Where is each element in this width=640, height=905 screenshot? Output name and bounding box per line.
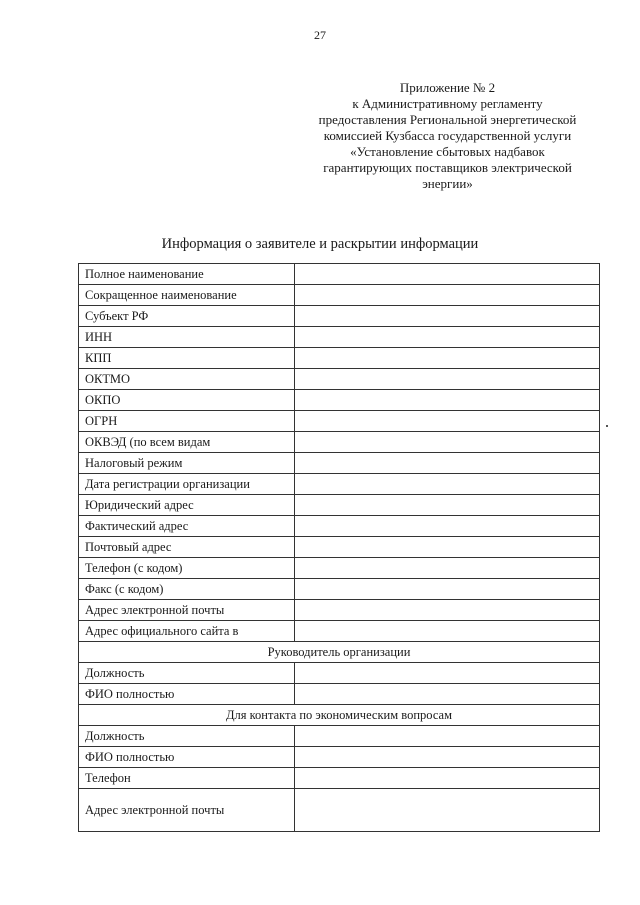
- table-row: [79, 390, 600, 411]
- row-value: [295, 285, 600, 306]
- appendix-line: комиссией Кузбасса государственной услуги: [323, 128, 572, 143]
- row-value: [295, 327, 600, 348]
- document-title: Информация о заявителе и раскрытии информации: [161, 236, 479, 252]
- row-label: Полное наименование: [79, 264, 295, 285]
- row-label: Дата регистрации организации: [79, 474, 295, 495]
- row-value: [295, 558, 600, 579]
- row-label: Юридический адрес: [79, 495, 295, 516]
- row-label: ОКПО: [79, 390, 295, 411]
- row-label: КПП: [79, 348, 295, 369]
- appendix-line: предоставления Региональной энергетической: [318, 112, 577, 127]
- table-row: [79, 474, 600, 495]
- table-row: [79, 768, 600, 789]
- table-row: [79, 495, 600, 516]
- table-row: [79, 537, 600, 558]
- row-label: ИНН: [79, 327, 295, 348]
- appendix-header: [270, 80, 625, 192]
- row-label: Фактический адрес: [79, 516, 295, 537]
- row-label: Должность: [79, 726, 295, 747]
- table-row: [79, 579, 600, 600]
- row-label: Телефон: [79, 768, 295, 789]
- row-label: ФИО полностью: [79, 747, 295, 768]
- table-row: [79, 432, 600, 453]
- row-value: [295, 600, 600, 621]
- row-label: Адрес электронной почты: [79, 600, 295, 621]
- table-row: [79, 621, 600, 642]
- appendix-line: «Установление сбытовых надбавок: [350, 144, 545, 159]
- row-label: ОКВЭД (по всем видам: [79, 432, 295, 453]
- row-value: [295, 516, 600, 537]
- page-number: 27: [314, 28, 326, 42]
- table-row: [79, 411, 600, 432]
- row-value: [295, 432, 600, 453]
- appendix-line: энергии»: [422, 176, 473, 191]
- table-row: [79, 516, 600, 537]
- row-value: [295, 411, 600, 432]
- row-value: [295, 537, 600, 558]
- row-label: Сокращенное наименование: [79, 285, 295, 306]
- section-row: [79, 705, 600, 726]
- appendix-line: Приложение № 2: [399, 80, 496, 95]
- section-title-head: Руководитель организации: [79, 642, 600, 663]
- row-label: Адрес официального сайта в: [79, 621, 295, 642]
- row-value: [295, 684, 600, 705]
- row-value: [295, 390, 600, 411]
- row-value: [295, 621, 600, 642]
- row-label: Налоговый режим: [79, 453, 295, 474]
- row-value: [295, 768, 600, 789]
- row-value: [295, 726, 600, 747]
- row-value: [295, 495, 600, 516]
- row-value: [295, 789, 600, 832]
- row-label: Должность: [79, 663, 295, 684]
- table-row: [79, 285, 600, 306]
- row-value: [295, 453, 600, 474]
- row-value: [295, 348, 600, 369]
- row-value: [295, 306, 600, 327]
- row-value: [295, 264, 600, 285]
- table-row: [79, 726, 600, 747]
- applicant-info-table: [78, 263, 600, 832]
- table-row: [79, 264, 600, 285]
- table-row: [79, 684, 600, 705]
- appendix-line: гарантирующих поставщиков электрической: [323, 160, 572, 175]
- row-value: [295, 369, 600, 390]
- table-row: [79, 747, 600, 768]
- table-row: [79, 453, 600, 474]
- row-value: [295, 663, 600, 684]
- table-row: [79, 789, 600, 832]
- table-row: [79, 348, 600, 369]
- table-row: [79, 327, 600, 348]
- section-row: [79, 642, 600, 663]
- table-row: [79, 558, 600, 579]
- row-label: Факс (с кодом): [79, 579, 295, 600]
- row-label: ОКТМО: [79, 369, 295, 390]
- scan-speck: [606, 425, 608, 427]
- row-value: [295, 474, 600, 495]
- row-label: Телефон (с кодом): [79, 558, 295, 579]
- section-title-contact: Для контакта по экономическим вопросам: [79, 705, 600, 726]
- table-row: [79, 306, 600, 327]
- row-label: ФИО полностью: [79, 684, 295, 705]
- row-label: Адрес электронной почты: [79, 789, 295, 832]
- row-label: Субъект РФ: [79, 306, 295, 327]
- table-row: [79, 663, 600, 684]
- table-row: [79, 600, 600, 621]
- row-label: Почтовый адрес: [79, 537, 295, 558]
- appendix-line: к Административному регламенту: [352, 96, 543, 111]
- row-value: [295, 579, 600, 600]
- row-value: [295, 747, 600, 768]
- row-label: ОГРН: [79, 411, 295, 432]
- table-row: [79, 369, 600, 390]
